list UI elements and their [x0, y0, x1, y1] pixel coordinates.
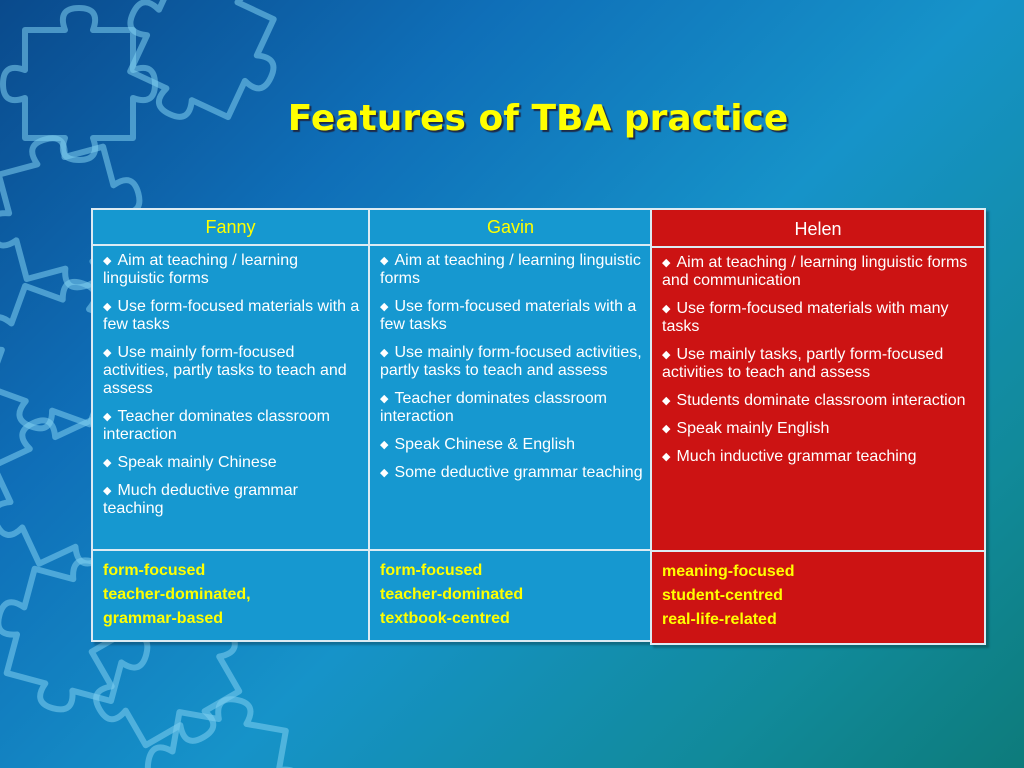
- summary-line: grammar-based: [103, 610, 224, 627]
- diamond-bullet-icon: ◆: [380, 393, 389, 405]
- feature-list-gavin: [370, 246, 651, 551]
- feature-text: Aim at teaching / learning linguistic forms: [380, 252, 641, 287]
- feature-text: Use form-focused materials with a few tasks: [380, 298, 637, 333]
- comparison-table-helen: [650, 208, 986, 645]
- summary-line: textbook-centred: [380, 610, 510, 627]
- diamond-bullet-icon: ◆: [380, 255, 389, 267]
- feature-item: [380, 436, 643, 454]
- column-header-helen: Helen: [652, 210, 984, 248]
- feature-item: [380, 390, 643, 426]
- feature-item: [103, 454, 360, 472]
- diamond-bullet-icon: ◆: [662, 395, 671, 407]
- diamond-bullet-icon: ◆: [103, 411, 112, 423]
- feature-item: [662, 254, 976, 290]
- feature-text: Teacher dominates classroom interaction: [380, 390, 608, 425]
- feature-text: Much deductive grammar teaching: [103, 482, 298, 517]
- column-header-fanny: Fanny: [93, 210, 368, 246]
- feature-text: Speak mainly Chinese: [117, 454, 277, 471]
- feature-item: [380, 464, 643, 482]
- diamond-bullet-icon: ◆: [662, 257, 671, 269]
- diamond-bullet-icon: ◆: [380, 467, 389, 479]
- diamond-bullet-icon: ◆: [662, 451, 671, 463]
- summary-line: real-life-related: [662, 611, 777, 628]
- feature-item: [662, 346, 976, 382]
- feature-item: [103, 408, 360, 444]
- feature-item: [662, 392, 976, 410]
- summary-line: form-focused: [103, 562, 206, 579]
- slide-title: Features of TBA practice: [287, 98, 789, 139]
- feature-item: [103, 482, 360, 518]
- feature-text: Use mainly form-focused activities, partly tasks to teach and assess: [103, 344, 347, 397]
- feature-list-fanny: [93, 246, 368, 551]
- summary-line: teacher-dominated: [380, 586, 524, 603]
- diamond-bullet-icon: ◆: [103, 301, 112, 313]
- feature-text: Use mainly tasks, partly form-focused activities to teach and assess: [662, 346, 944, 381]
- feature-item: [103, 298, 360, 334]
- summary-gavin: [370, 551, 651, 631]
- diamond-bullet-icon: ◆: [662, 303, 671, 315]
- summary-line: meaning-focused: [662, 563, 795, 580]
- feature-item: [380, 344, 643, 380]
- feature-item: [662, 448, 976, 466]
- diamond-bullet-icon: ◆: [662, 349, 671, 361]
- summary-line: student-centred: [662, 587, 783, 604]
- column-fanny: [93, 210, 370, 640]
- feature-text: Speak Chinese & English: [394, 436, 576, 453]
- feature-item: [380, 252, 643, 288]
- feature-text: Aim at teaching / learning linguistic forms and communication: [662, 254, 968, 289]
- feature-text: Teacher dominates classroom interaction: [103, 408, 331, 443]
- summary-line: form-focused: [380, 562, 483, 579]
- feature-item: [103, 252, 360, 288]
- diamond-bullet-icon: ◆: [103, 255, 112, 267]
- feature-text: Use form-focused materials with a few tasks: [103, 298, 360, 333]
- feature-text: Much inductive grammar teaching: [676, 448, 917, 465]
- diamond-bullet-icon: ◆: [103, 347, 112, 359]
- comparison-table-fanny-gavin: [91, 208, 653, 642]
- feature-item: [103, 344, 360, 398]
- feature-text: Aim at teaching / learning linguistic forms: [103, 252, 299, 287]
- diamond-bullet-icon: ◆: [380, 439, 389, 451]
- feature-item: [662, 420, 976, 438]
- diamond-bullet-icon: ◆: [662, 423, 671, 435]
- feature-text: Students dominate classroom interaction: [676, 392, 966, 409]
- column-helen: [652, 210, 984, 643]
- feature-item: [662, 300, 976, 336]
- feature-text: Use mainly form-focused activities, partly tasks to teach and assess: [380, 344, 642, 379]
- diamond-bullet-icon: ◆: [103, 457, 112, 469]
- column-gavin: [370, 210, 651, 640]
- summary-helen: [652, 552, 984, 632]
- diamond-bullet-icon: ◆: [103, 485, 112, 497]
- feature-text: Use form-focused materials with many tasks: [662, 300, 949, 335]
- diamond-bullet-icon: ◆: [380, 347, 389, 359]
- feature-text: Some deductive grammar teaching: [394, 464, 643, 481]
- summary-line: teacher-dominated,: [103, 586, 251, 603]
- column-header-gavin: Gavin: [370, 210, 651, 246]
- feature-item: [380, 298, 643, 334]
- diamond-bullet-icon: ◆: [380, 301, 389, 313]
- feature-text: Speak mainly English: [676, 420, 830, 437]
- feature-list-helen: [652, 248, 984, 552]
- summary-fanny: [93, 551, 368, 631]
